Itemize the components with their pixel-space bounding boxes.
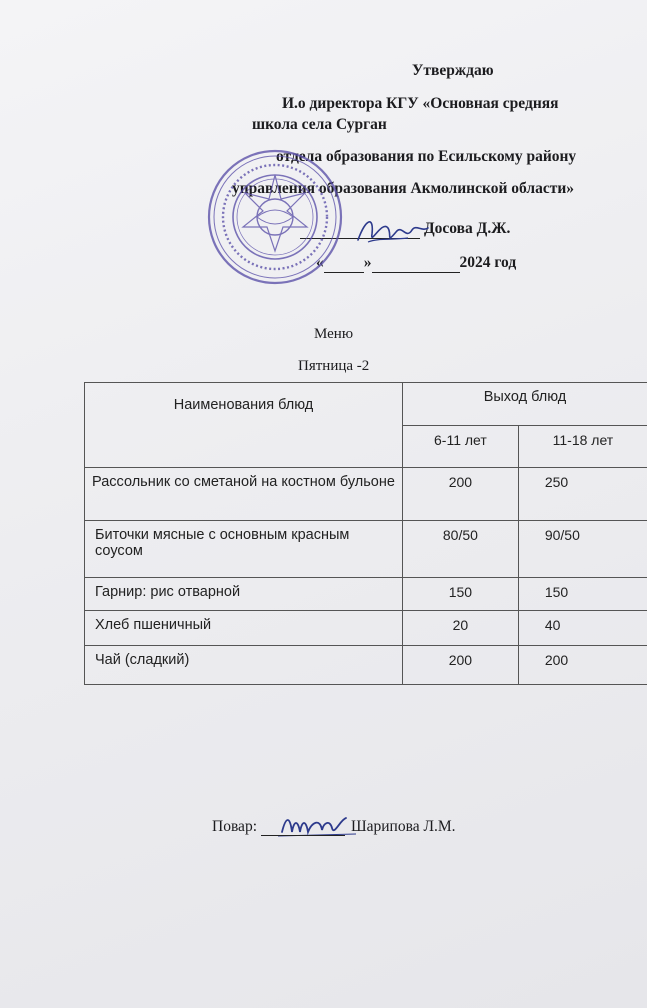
header-age-11-18: 11-18 лет bbox=[518, 425, 647, 468]
yield-11-18: 150 bbox=[518, 578, 647, 611]
cook-signature-line bbox=[212, 818, 456, 836]
yield-6-11: 80/50 bbox=[403, 521, 519, 578]
yield-11-18: 250 bbox=[518, 468, 647, 521]
date-year: 2024 год bbox=[459, 254, 517, 271]
table-row bbox=[85, 578, 647, 611]
approval-date bbox=[316, 254, 516, 273]
director-signature-icon bbox=[352, 210, 432, 254]
yield-6-11: 200 bbox=[403, 646, 519, 685]
yield-11-18: 200 bbox=[518, 646, 647, 685]
director-name: Досова Д.Ж. bbox=[424, 220, 511, 237]
cook-name: Шарипова Л.М. bbox=[351, 818, 456, 835]
table-row bbox=[85, 521, 647, 578]
approval-line-4: управления образования Акмолинской области» bbox=[232, 180, 575, 197]
menu-day: Пятница -2 bbox=[298, 358, 370, 374]
header-dish-name: Наименования блюд bbox=[85, 383, 403, 468]
header-yield: Выход блюд bbox=[403, 383, 647, 426]
cook-label: Повар: bbox=[212, 818, 257, 835]
table-row bbox=[85, 646, 647, 685]
date-quote-close: » bbox=[363, 254, 372, 271]
approval-line-2: школа села Сурган bbox=[252, 116, 387, 133]
yield-11-18: 90/50 bbox=[518, 521, 647, 578]
dish-name: Хлеб пшеничный bbox=[85, 611, 403, 646]
table-row bbox=[85, 468, 647, 521]
menu-table bbox=[84, 382, 647, 685]
yield-6-11: 150 bbox=[403, 578, 519, 611]
dish-name: Биточки мясные с основным красным соусом bbox=[85, 521, 403, 578]
official-stamp-icon bbox=[205, 147, 345, 287]
cook-signature-blank bbox=[261, 819, 345, 836]
menu-title: Меню bbox=[314, 326, 354, 342]
approval-title: Утверждаю bbox=[412, 62, 494, 79]
yield-6-11: 200 bbox=[403, 468, 519, 521]
dish-name: Чай (сладкий) bbox=[85, 646, 403, 685]
yield-6-11: 20 bbox=[403, 611, 519, 646]
dish-name: Гарнир: рис отварной bbox=[85, 578, 403, 611]
header-age-6-11: 6-11 лет bbox=[403, 425, 519, 468]
date-month-blank bbox=[372, 272, 460, 273]
table-header-row bbox=[85, 383, 647, 426]
approval-line-1: И.о директора КГУ «Основная средняя bbox=[282, 95, 559, 112]
yield-11-18: 40 bbox=[518, 611, 647, 646]
table-row bbox=[85, 611, 647, 646]
date-quote-open: « bbox=[316, 254, 324, 271]
approval-line-3: отдела образования по Есильскому району bbox=[276, 148, 577, 165]
dish-name: Рассольник со сметаной на костном бульоне bbox=[85, 468, 403, 521]
